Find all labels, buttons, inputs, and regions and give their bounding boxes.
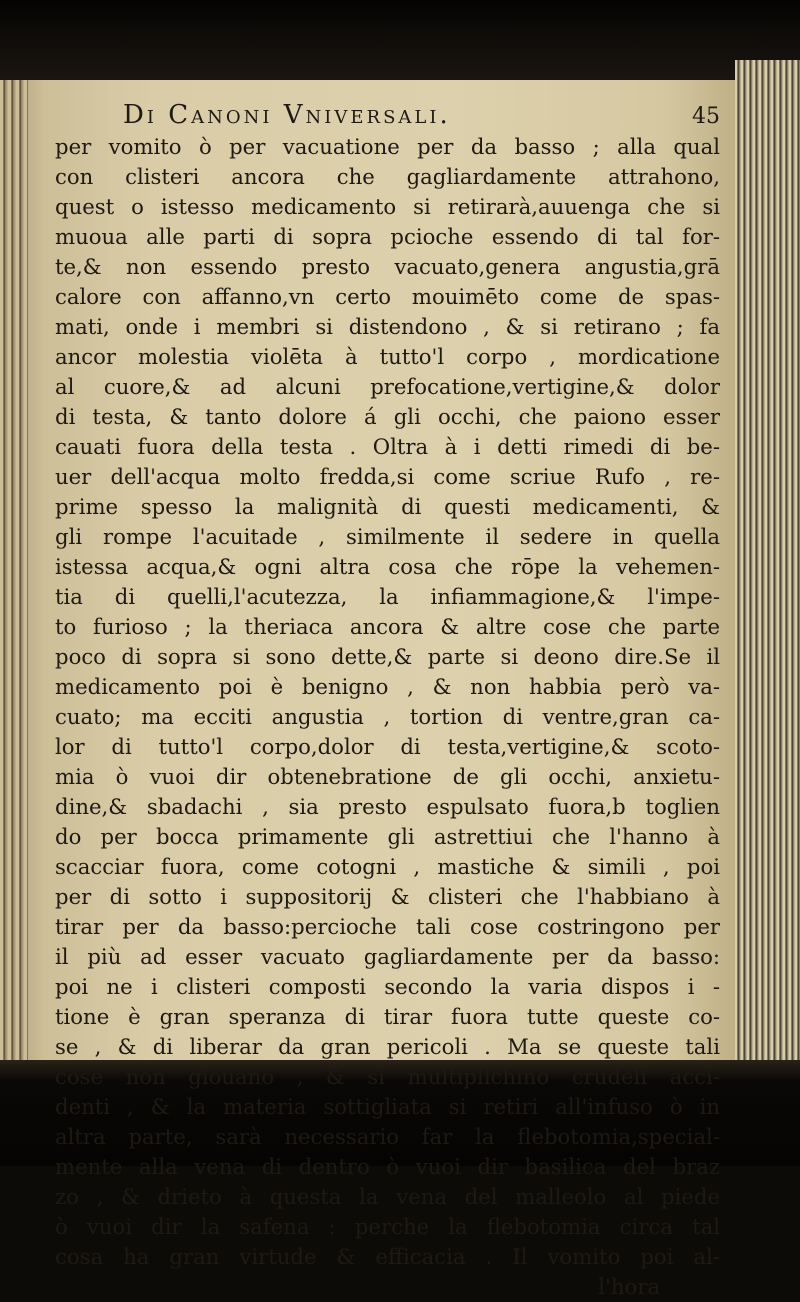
text-line: gli rompe l'acuitade , similmente il sedere in quella: [55, 524, 720, 549]
text-line: uer dell'acqua molto fredda,si come scriue Rufo , re-: [55, 464, 720, 489]
page-text: [55, 100, 720, 1302]
text-line: mente alla vena di dentro ò vuoi dir basilica del braz: [55, 1154, 720, 1179]
text-line: se , & di liberar da gran pericoli . Ma se queste tali: [55, 1034, 720, 1059]
text-line: per di sotto i suppositorij & clisteri che l'habbiano à: [55, 884, 720, 909]
text-line: di testa, & tanto dolore á gli occhi, che paiono esser: [55, 404, 720, 429]
text-line: poco di sopra si sono dette,& parte si deono dire.Se il: [55, 644, 720, 669]
text-line: con clisteri ancora che gagliardamente attrahono,: [55, 164, 720, 189]
text-line: mati, onde i membri si distendono , & si retirano ; fa: [55, 314, 720, 339]
text-line: lor di tutto'l corpo,dolor di testa,vertigine,& scoto-: [55, 734, 720, 759]
running-header: [55, 100, 720, 132]
text-line: quest o istesso medicamento si retirarà,auuenga che si: [55, 194, 720, 219]
text-line: cosa ha gran virtude & efficacia . Il vomito poi al-: [55, 1244, 720, 1269]
text-line: il più ad esser vacuato gagliardamente per da basso:: [55, 944, 720, 969]
text-line: istessa acqua,& ogni altra cosa che rōpe la vehemen-: [55, 554, 720, 579]
text-line: per vomito ò per vacuatione per da basso ; alla qual: [55, 134, 720, 159]
page-edges-right: [735, 60, 800, 1070]
text-line: ò vuoi dir la safena : perche la flebotomia circa tal: [55, 1214, 720, 1239]
body-text: [55, 132, 720, 1272]
text-line: altra parte, sarà necessario far la flebotomia,special-: [55, 1124, 720, 1149]
text-line: cauati fuora della testa . Oltra à i detti rimedi di be-: [55, 434, 720, 459]
text-line: tirar per da basso:percioche tali cose costringono per: [55, 914, 720, 939]
page-edges-left: [0, 80, 28, 1065]
text-line: te,& non essendo presto vacuato,genera angustia,grā: [55, 254, 720, 279]
text-line: tione è gran speranza di tirar fuora tutte queste co-: [55, 1004, 720, 1029]
text-line: ancor molestia violēta à tutto'l corpo , mordicatione: [55, 344, 720, 369]
text-line: calore con affanno,vn certo mouimēto come de spas-: [55, 284, 720, 309]
text-line: al cuore,& ad alcuni prefocatione,vertigine,& dolor: [55, 374, 720, 399]
text-line: cuato; ma ecciti angustia , tortion di ventre,gran ca-: [55, 704, 720, 729]
text-line: medicamento poi è benigno , & non habbia però va-: [55, 674, 720, 699]
text-line: tia di quelli,l'acutezza, la infiammagione,& l'impe-: [55, 584, 720, 609]
text-line: poi ne i clisteri composti secondo la varia dispos i -: [55, 974, 720, 999]
catchword: l'hora: [598, 1274, 660, 1299]
page-number: 45: [692, 104, 720, 129]
text-line: cose non giouano , & si multiplichino crudeli acci-: [55, 1064, 720, 1089]
running-title: Di Canoni Vniversali.: [123, 100, 451, 130]
text-line: mia ò vuoi dir obtenebratione de gli occhi, anxietu-: [55, 764, 720, 789]
text-line: denti , & la materia sottigliata si retiri all'infuso ò in: [55, 1094, 720, 1119]
text-line: prime spesso la malignità di questi medicamenti, &: [55, 494, 720, 519]
text-line: do per bocca primamente gli astrettiui che l'hanno à: [55, 824, 720, 849]
text-line: dine,& sbadachi , sia presto espulsato fuora,b toglien: [55, 794, 720, 819]
text-line: zo , & drieto à questa la vena del malleolo al piede: [55, 1184, 720, 1209]
text-line: scacciar fuora, come cotogni , mastiche & simili , poi: [55, 854, 720, 879]
text-line: muoua alle parti di sopra pcioche essendo di tal for-: [55, 224, 720, 249]
text-line: to furioso ; la theriaca ancora & altre cose che parte: [55, 614, 720, 639]
